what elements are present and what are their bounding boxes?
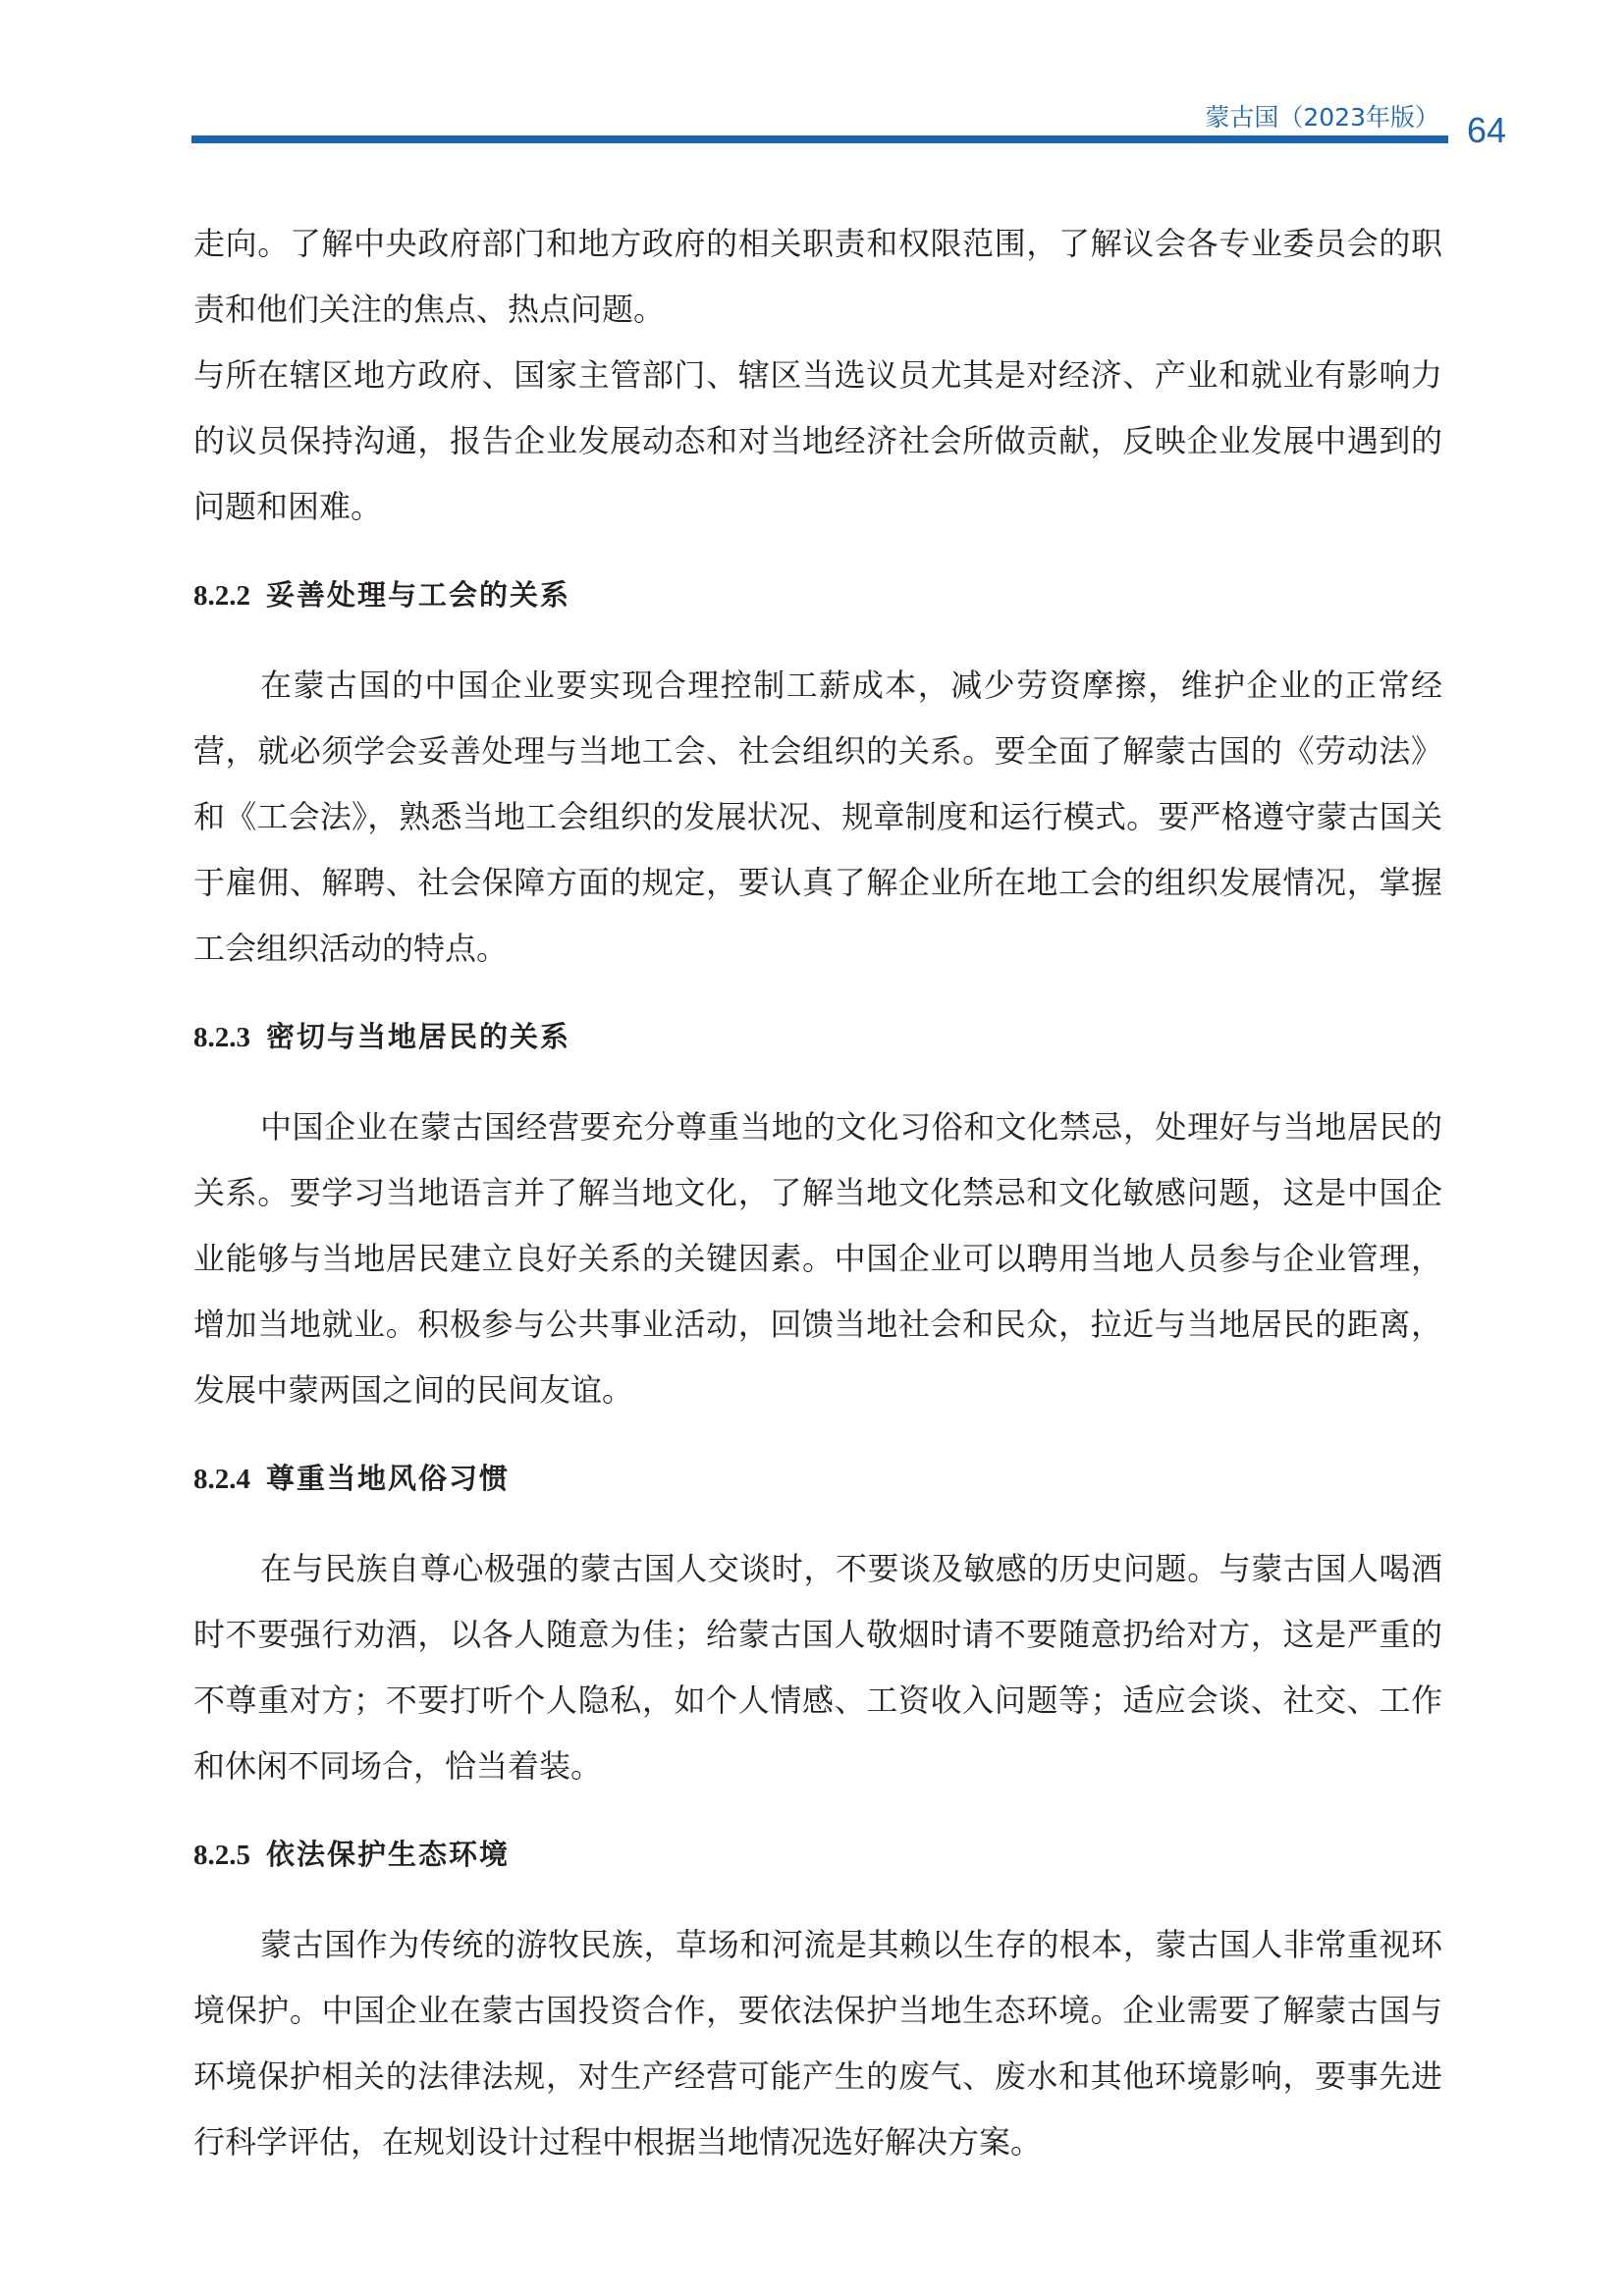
section-title: 妥善处理与工会的关系 bbox=[266, 578, 571, 612]
paragraph-1: 走向。了解中央政府部门和地方政府的相关职责和权限范围，了解议会各专业委员会的职责和他们关注的焦点、热点问题。 bbox=[193, 225, 1442, 328]
paragraph-6: 蒙古国作为传统的游牧民族，草场和河流是其赖以生存的根本，蒙古国人非常重视环境保护。中国企业在蒙古国投资合作，要依法保护当地生态环境。企业需要了解蒙古国与环境保护相关的法律法规，对生产经营可能产生的废气、废水和其他环境影响，要事先进行科学评估，在规划设计过程中根据当地情况选好解决方案。 bbox=[193, 1926, 1442, 2161]
section-heading-8-2-3 bbox=[193, 1009, 1442, 1065]
section-heading-8-2-5 bbox=[193, 1827, 1442, 1883]
header-rule bbox=[191, 135, 1448, 143]
paragraph-4: 中国企业在蒙古国经营要充分尊重当地的文化习俗和文化禁忌，处理好与当地居民的关系。要学习当地语言并了解当地文化，了解当地文化禁忌和文化敏感问题，这是中国企业能够与当地居民建立良好关系的关键因素。中国企业可以聘用当地人员参与企业管理，增加当地就业。积极参与公共事业活动，回馈当地社会和民众，拉近与当地居民的距离，发展中蒙两国之间的民间友谊。 bbox=[193, 1108, 1442, 1409]
paragraph-3: 在蒙古国的中国企业要实现合理控制工薪成本，减少劳资摩擦，维护企业的正常经营，就必须学会妥善处理与当地工会、社会组织的关系。要全面了解蒙古国的《劳动法》和《工会法》，熟悉当地工会组织的发展状况、规章制度和运行模式。要严格遵守蒙古国关于雇佣、解聘、社会保障方面的规定，要认真了解企业所在地工会的组织发展情况，掌握工会组织活动的特点。 bbox=[193, 667, 1442, 967]
running-header-title: 蒙古国（2023年版） bbox=[1205, 103, 1439, 132]
section-title: 密切与当地居民的关系 bbox=[266, 1020, 571, 1053]
section-title: 尊重当地风俗习惯 bbox=[266, 1462, 511, 1495]
paragraph-5: 在与民族自尊心极强的蒙古国人交谈时，不要谈及敏感的历史问题。与蒙古国人喝酒时不要强行劝酒，以各人随意为佳；给蒙古国人敬烟时请不要随意扔给对方，这是严重的不尊重对方；不要打听个人隐私，如个人情感、工资收入问题等；适应会谈、社交、工作和休闲不同场合，恰当着装。 bbox=[193, 1550, 1442, 1785]
section-number: 8.2.5 bbox=[193, 1840, 250, 1871]
section-number: 8.2.2 bbox=[193, 580, 250, 612]
section-heading-8-2-4 bbox=[193, 1451, 1442, 1507]
page-body bbox=[193, 211, 1442, 2175]
section-heading-8-2-2 bbox=[193, 567, 1442, 623]
section-number: 8.2.4 bbox=[193, 1464, 250, 1495]
section-title: 依法保护生态环境 bbox=[266, 1838, 511, 1871]
paragraph-2: 与所在辖区地方政府、国家主管部门、辖区当选议员尤其是对经济、产业和就业有影响力的议员保持沟通，报告企业发展动态和对当地经济社会所做贡献，反映企业发展中遇到的问题和困难。 bbox=[193, 356, 1442, 525]
page-number: 64 bbox=[1467, 110, 1507, 150]
page-header bbox=[0, 0, 1624, 157]
section-number: 8.2.3 bbox=[193, 1022, 250, 1053]
